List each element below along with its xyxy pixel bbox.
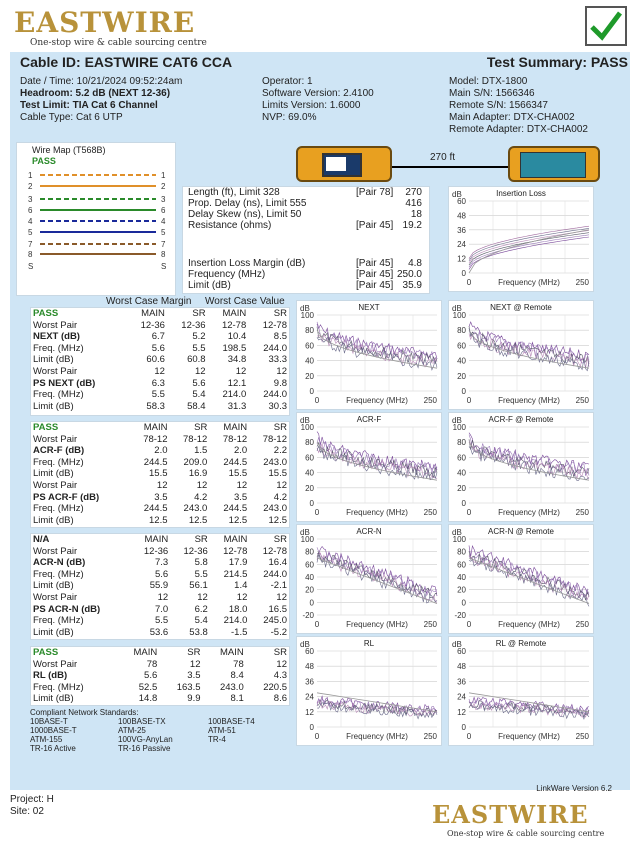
chart-ytick: 60 xyxy=(457,341,466,351)
wiremap-pin: 3 xyxy=(28,195,33,204)
chart-ytick: 24 xyxy=(457,692,466,702)
chart-trace xyxy=(469,559,589,606)
chart-xtick: 0 xyxy=(466,620,472,629)
chart-xlabel: Frequency (MHz) xyxy=(498,620,560,629)
chart-ytick: 100 xyxy=(452,311,466,320)
chart-xtick: 0 xyxy=(466,396,472,405)
chart-ytick: 100 xyxy=(300,311,314,320)
chart-ytick: 100 xyxy=(452,423,466,432)
chart-ytick: 100 xyxy=(300,535,314,544)
chart-ytick: 40 xyxy=(457,468,466,478)
wiremap-pin: 5 xyxy=(161,228,166,237)
table-row: Limit (dB) 53.6 53.8 -1.5 -5.2 xyxy=(33,626,287,638)
results-table: PASS MAIN SR MAIN SR Worst Pair 12-36 12-36 12-78 12-78 NEXT (dB) 6.7 5.2 10.4 8.5 Freq. (MHz) 5.6 5.5 198.5 244.0 Limit (dB) 60.6 60.8 34.8 33.3 Worst Pair 12 12 12 12 PS NEXT (dB) 6.3 5.6 12.1 9.8 Freq. (MHz) 5.5 5.4 214.0 244.0 Limit (dB) 58.3 58.4 31.3 30.3 xyxy=(30,307,290,416)
chart-xtick: 250 xyxy=(423,732,437,741)
chart-xlabel: Frequency (MHz) xyxy=(346,508,408,517)
table-row: ACR-F (dB) 2.0 1.5 2.0 2.2 xyxy=(33,445,287,457)
chart-unit: dB xyxy=(452,190,462,199)
wiremap-status: PASS xyxy=(32,156,56,166)
chart-plot xyxy=(297,301,443,411)
table-row: Worst Pair 12-36 12-36 12-78 12-78 xyxy=(33,319,287,331)
standard-item: 10BASE-T xyxy=(30,717,68,726)
chart-ytick: 60 xyxy=(457,197,466,206)
table-row: Freq. (MHz) 5.5 5.4 214.0 245.0 xyxy=(33,615,287,627)
chart-ytick: 40 xyxy=(457,573,466,582)
summary-row: Length (ft), Limit 328 [Pair 78] 270 xyxy=(188,187,422,198)
chart-xtick: 250 xyxy=(423,620,437,629)
results-table: N/A MAIN SR MAIN SR Worst Pair 12-36 12-36 12-78 12-78 ACR-N (dB) 7.3 5.8 17.9 16.4 Freq. (MHz) 5.6 5.5 214.5 244.0 Limit (dB) 55.9 56.1 1.4 -2.1 Worst Pair 12 12 12 12 PS ACR-N (dB) 7.0 6.2 18.0 16.5 Freq. (MHz) 5.5 5.4 214.0 245.0 Limit (dB) 53.6 53.8 -1.5 -5.2 xyxy=(30,533,290,640)
chart-ytick: 60 xyxy=(305,453,314,463)
chart-ytick: 40 xyxy=(305,468,314,478)
table-row: PS ACR-F (dB) 3.5 4.2 3.5 4.2 xyxy=(33,491,287,503)
chart-unit: dB xyxy=(452,528,462,537)
chart-plot xyxy=(449,413,595,523)
table-row: Worst Pair 78-12 78-12 78-12 78-12 xyxy=(33,433,287,445)
chart-ytick: 0 xyxy=(461,499,466,508)
chart-xlabel: Frequency (MHz) xyxy=(498,508,560,517)
table-row: Freq. (MHz) 5.5 5.4 214.0 244.0 xyxy=(33,389,287,401)
chart-xtick: 0 xyxy=(314,620,320,629)
table-row: Freq. (MHz) 244.5 209.0 244.5 243.0 xyxy=(33,456,287,468)
wiremap-pin: 8 xyxy=(28,250,33,259)
chart-ytick: 36 xyxy=(457,677,466,687)
summary-row: Resistance (ohms) [Pair 45] 19.2 xyxy=(188,220,422,231)
chart-ytick: 12 xyxy=(457,707,466,717)
footer-tagline: One-stop wire & cable sourcing centre xyxy=(447,829,605,838)
chart-ytick: 0 xyxy=(309,723,314,732)
chart-xlabel: Frequency (MHz) xyxy=(346,620,408,629)
chart-ytick: 60 xyxy=(457,560,466,570)
chart-plot xyxy=(449,637,595,747)
standards-panel: Compliant Network Standards: 10BASE-T 100BASE-TX 100BASE-T4 1000BASE-T ATM-25 ATM-51 ATM-155 100VG-AnyLan TR-4 TR-16 Active TR-16 Passive xyxy=(30,708,292,752)
table-row: Limit (dB) 14.8 9.9 8.1 8.6 xyxy=(33,693,287,705)
table-row: Freq. (MHz) 244.5 243.0 244.5 243.0 xyxy=(33,503,287,515)
chart-trace xyxy=(317,432,437,472)
chart-ytick: 0 xyxy=(461,598,466,608)
chart-ytick: 20 xyxy=(305,371,314,381)
linkware-version: LinkWare Version 6.2 xyxy=(536,784,612,793)
site: Site: 02 xyxy=(10,806,44,817)
table-row: Limit (dB) 60.6 60.8 34.8 33.3 xyxy=(33,354,287,366)
standard-item: 100BASE-TX xyxy=(118,717,166,726)
table-row: Freq. (MHz) 5.6 5.5 198.5 244.0 xyxy=(33,342,287,354)
table-row: NEXT (dB) 6.7 5.2 10.4 8.5 xyxy=(33,331,287,343)
chart-ytick: 12 xyxy=(457,254,466,264)
chart-xtick: 0 xyxy=(314,508,320,517)
chart-xlabel: Frequency (MHz) xyxy=(346,396,408,405)
chart-xtick: 250 xyxy=(575,278,589,287)
chart-plot xyxy=(449,187,595,293)
chart-limit-line xyxy=(317,693,437,712)
standard-item xyxy=(208,744,288,753)
chart-ytick: 24 xyxy=(457,240,466,250)
summary-rows xyxy=(188,187,426,231)
chart-xlabel: Frequency (MHz) xyxy=(346,732,408,741)
chart-ytick: 48 xyxy=(305,662,314,672)
standard-item: ATM-51 xyxy=(208,726,236,735)
footer-logo: EASTWIRE xyxy=(432,800,589,829)
standard-item: 100VG-AnyLan xyxy=(118,735,173,744)
table-row: Limit (dB) 15.5 16.9 15.5 15.5 xyxy=(33,468,287,480)
il-rows xyxy=(188,258,426,291)
chart-ytick: 20 xyxy=(457,371,466,381)
chart-limit-line xyxy=(469,558,589,604)
header-mid: Operator: 1 Software Version: 2.4100 Limits Version: 1.6000 NVP: 69.0% xyxy=(262,76,374,123)
results-table: PASS MAIN SR MAIN SR Worst Pair 78-12 78-12 78-12 78-12 ACR-F (dB) 2.0 1.5 2.0 2.2 Freq. (MHz) 244.5 209.0 244.5 243.0 Limit (dB) 15.5 16.9 15.5 15.5 Worst Pair 12 12 12 12 PS ACR-F (dB) 3.5 4.2 3.5 4.2 Freq. (MHz) 244.5 243.0 244.5 243.0 Limit (dB) 12.5 12.5 12.5 12.5 xyxy=(30,421,290,528)
chart-panel: NEXT dB 100 80 60 40 20 0 0 Frequency (MHz) 250 xyxy=(296,300,442,410)
chart-ytick: 36 xyxy=(457,225,466,235)
chart-panel: ACR-F dB 100 80 60 40 20 0 0 Frequency (MHz) 250 xyxy=(296,412,442,522)
chart-xtick: 250 xyxy=(575,508,589,517)
chart-panel: ACR-N dB 100 80 60 40 20 0 -20 0 Frequency (MHz) 250 xyxy=(296,524,442,634)
chart-ytick: 0 xyxy=(461,387,466,396)
wiremap-pin: 2 xyxy=(28,182,33,191)
wiremap-pin: 7 xyxy=(161,240,166,249)
chart-plot xyxy=(297,637,443,747)
table-row: Limit (dB) 58.3 58.4 31.3 30.3 xyxy=(33,400,287,412)
wiremap-pin: 4 xyxy=(161,217,166,226)
chart-ytick: 60 xyxy=(457,453,466,463)
wiremap-pin: 5 xyxy=(28,228,33,237)
wiremap-pin: S xyxy=(161,262,167,270)
chart-plot xyxy=(297,525,443,635)
chart-ytick: 80 xyxy=(457,326,466,336)
chart-panel: NEXT @ Remote dB 100 80 60 40 20 0 0 Frequency (MHz) 250 xyxy=(448,300,594,410)
wiremap-pin: 8 xyxy=(161,250,166,259)
table-row: PS ACR-N (dB) 7.0 6.2 18.0 16.5 xyxy=(33,603,287,615)
wiremap-diagram xyxy=(18,170,178,270)
chart-ytick: 12 xyxy=(305,707,314,717)
chart-ytick: 80 xyxy=(457,438,466,448)
table-row: Worst Pair 12 12 12 12 xyxy=(33,479,287,491)
remote-tester-icon xyxy=(508,146,600,182)
chart-trace xyxy=(469,237,589,269)
chart-ytick: 0 xyxy=(309,598,314,608)
chart-ytick: 20 xyxy=(457,585,466,595)
chart-ytick: 60 xyxy=(305,341,314,351)
brand-tagline: One-stop wire & cable sourcing centre xyxy=(30,38,207,48)
chart-xtick: 0 xyxy=(466,508,472,517)
chart-plot xyxy=(449,525,595,635)
chart-ytick: 0 xyxy=(309,499,314,508)
chart-ytick: 24 xyxy=(305,692,314,702)
summary-row: Prop. Delay (ns), Limit 555 416 xyxy=(188,198,422,209)
chart-ytick: -20 xyxy=(454,611,466,620)
chart-ytick: 48 xyxy=(457,662,466,672)
standard-item: TR-16 Active xyxy=(30,744,76,753)
brand-logo: EASTWIRE xyxy=(14,6,196,39)
chart-unit: dB xyxy=(300,416,310,425)
chart-ytick: 60 xyxy=(457,647,466,656)
table-row: Worst Pair 12 12 12 12 xyxy=(33,365,287,377)
table-row: Freq. (MHz) 52.5 163.5 243.0 220.5 xyxy=(33,681,287,693)
chart-ytick: 60 xyxy=(305,560,314,570)
table-row: ACR-N (dB) 7.3 5.8 17.9 16.4 xyxy=(33,557,287,569)
chart-limit-line xyxy=(317,558,437,604)
chart-xtick: 0 xyxy=(314,732,320,741)
chart-limit-line xyxy=(469,442,589,480)
chart-plot xyxy=(449,301,595,411)
chart-ytick: 40 xyxy=(305,356,314,366)
standard-item: TR-16 Passive xyxy=(118,744,171,753)
standard-item: ATM-155 xyxy=(30,735,63,744)
wcv-header: Worst Case Value xyxy=(205,296,285,307)
chart-ytick: 0 xyxy=(461,269,466,278)
chart-xtick: 0 xyxy=(314,396,320,405)
chart-ytick: 80 xyxy=(457,547,466,557)
wiremap-pin: 7 xyxy=(28,240,33,249)
table-row: Limit (dB) 55.9 56.1 1.4 -2.1 xyxy=(33,580,287,592)
wiremap-pin: 6 xyxy=(161,206,166,215)
chart-ytick: 60 xyxy=(305,647,314,656)
wiremap-title: Wire Map (T568B) xyxy=(32,145,106,155)
table-row: RL (dB) 5.6 3.5 8.4 4.3 xyxy=(33,670,287,682)
results-table: PASS MAIN SR MAIN SR Worst Pair 78 12 78 12 RL (dB) 5.6 3.5 8.4 4.3 Freq. (MHz) 52.5 163.5 243.0 220.5 Limit (dB) 14.8 9.9 8.1 8.6 xyxy=(30,646,290,706)
test-summary: Test Summary: PASS xyxy=(486,54,628,70)
chart-ytick: 100 xyxy=(452,535,466,544)
wcm-header: Worst Case Margin xyxy=(106,296,192,307)
chart-xtick: 0 xyxy=(466,732,472,741)
chart-xlabel: Frequency (MHz) xyxy=(498,278,560,287)
standard-item: TR-4 xyxy=(208,735,226,744)
chart-xtick: 250 xyxy=(423,508,437,517)
chart-panel: Insertion Loss dB 60 48 36 24 12 0 0 Frequency (MHz) 250 xyxy=(448,186,594,292)
summary-row: Delay Skew (ns), Limit 50 18 xyxy=(188,209,422,220)
wiremap-pin: S xyxy=(28,262,34,270)
chart-xtick: 250 xyxy=(575,396,589,405)
wiremap-pin: 6 xyxy=(28,206,33,215)
chart-ytick: 40 xyxy=(457,356,466,366)
chart-ytick: 20 xyxy=(305,483,314,493)
chart-ytick: 40 xyxy=(305,573,314,582)
chart-xtick: 250 xyxy=(423,396,437,405)
chart-xlabel: Frequency (MHz) xyxy=(498,732,560,741)
chart-unit: dB xyxy=(300,640,310,649)
standard-item: ATM-25 xyxy=(118,726,146,735)
chart-ytick: 20 xyxy=(305,585,314,595)
cable-length: 270 ft xyxy=(430,152,456,163)
wiremap-pin: 2 xyxy=(161,182,166,191)
summary-row: Frequency (MHz) [Pair 45] 250.0 xyxy=(188,269,422,280)
chart-unit: dB xyxy=(300,528,310,537)
pass-check-icon xyxy=(585,6,627,46)
table-row: Worst Pair 78 12 78 12 xyxy=(33,658,287,670)
wiremap-pin: 1 xyxy=(28,171,33,180)
chart-ytick: -20 xyxy=(302,611,314,620)
standard-item: 100BASE-T4 xyxy=(208,717,255,726)
chart-unit: dB xyxy=(452,304,462,313)
summary-row: Limit (dB) [Pair 45] 35.9 xyxy=(188,280,422,291)
project: Project: H xyxy=(10,794,54,805)
chart-trace xyxy=(317,553,437,603)
wiremap-pin: 3 xyxy=(161,195,166,204)
chart-xtick: 250 xyxy=(575,620,589,629)
cable-id: Cable ID: EASTWIRE CAT6 CCA xyxy=(20,54,233,70)
chart-plot xyxy=(297,413,443,523)
chart-ytick: 0 xyxy=(461,723,466,732)
wiremap-pin: 1 xyxy=(161,171,166,180)
chart-unit: dB xyxy=(300,304,310,313)
chart-xtick: 250 xyxy=(575,732,589,741)
table-row: PS NEXT (dB) 6.3 5.6 12.1 9.8 xyxy=(33,377,287,389)
chart-unit: dB xyxy=(452,640,462,649)
chart-panel: ACR-N @ Remote dB 100 80 60 40 20 0 -20 0 Frequency (MHz) 250 xyxy=(448,524,594,634)
header-left: Date / Time: 10/21/2024 09:52:24am Headroom: 5.2 dB (NEXT 12-36) Test Limit: TIA Cat 6 Channel Cable Type: Cat 6 UTP xyxy=(20,76,183,123)
chart-ytick: 0 xyxy=(309,387,314,396)
cable-line xyxy=(392,166,508,168)
chart-panel: ACR-F @ Remote dB 100 80 60 40 20 0 0 Frequency (MHz) 250 xyxy=(448,412,594,522)
wiremap-pin: 4 xyxy=(28,217,33,226)
table-row: Limit (dB) 12.5 12.5 12.5 12.5 xyxy=(33,514,287,526)
chart-limit-line xyxy=(469,230,589,273)
standard-item: 1000BASE-T xyxy=(30,726,77,735)
chart-unit: dB xyxy=(452,416,462,425)
chart-xtick: 0 xyxy=(466,278,472,287)
chart-ytick: 36 xyxy=(305,677,314,687)
chart-ytick: 20 xyxy=(457,483,466,493)
chart-ytick: 100 xyxy=(300,423,314,432)
table-row: Worst Pair 12-36 12-36 12-78 12-78 xyxy=(33,545,287,557)
chart-panel: RL @ Remote dB 60 48 36 24 12 0 0 Frequency (MHz) 250 xyxy=(448,636,594,746)
chart-xlabel: Frequency (MHz) xyxy=(498,396,560,405)
table-row: Freq. (MHz) 5.6 5.5 214.5 244.0 xyxy=(33,568,287,580)
chart-ytick: 48 xyxy=(457,211,466,221)
summary-row: Insertion Loss Margin (dB) [Pair 45] 4.8 xyxy=(188,258,422,269)
table-row: Worst Pair 12 12 12 12 xyxy=(33,591,287,603)
main-tester-icon xyxy=(296,146,392,182)
chart-ytick: 80 xyxy=(305,547,314,557)
chart-ytick: 80 xyxy=(305,438,314,448)
chart-ytick: 80 xyxy=(305,326,314,336)
header-right: Model: DTX-1800 Main S/N: 1566346 Remote S/N: 1566347 Main Adapter: DTX-CHA002 Remote Adapter: DTX-CHA002 xyxy=(449,76,588,135)
chart-trace xyxy=(317,555,437,603)
chart-panel: RL dB 60 48 36 24 12 0 0 Frequency (MHz) 250 xyxy=(296,636,442,746)
